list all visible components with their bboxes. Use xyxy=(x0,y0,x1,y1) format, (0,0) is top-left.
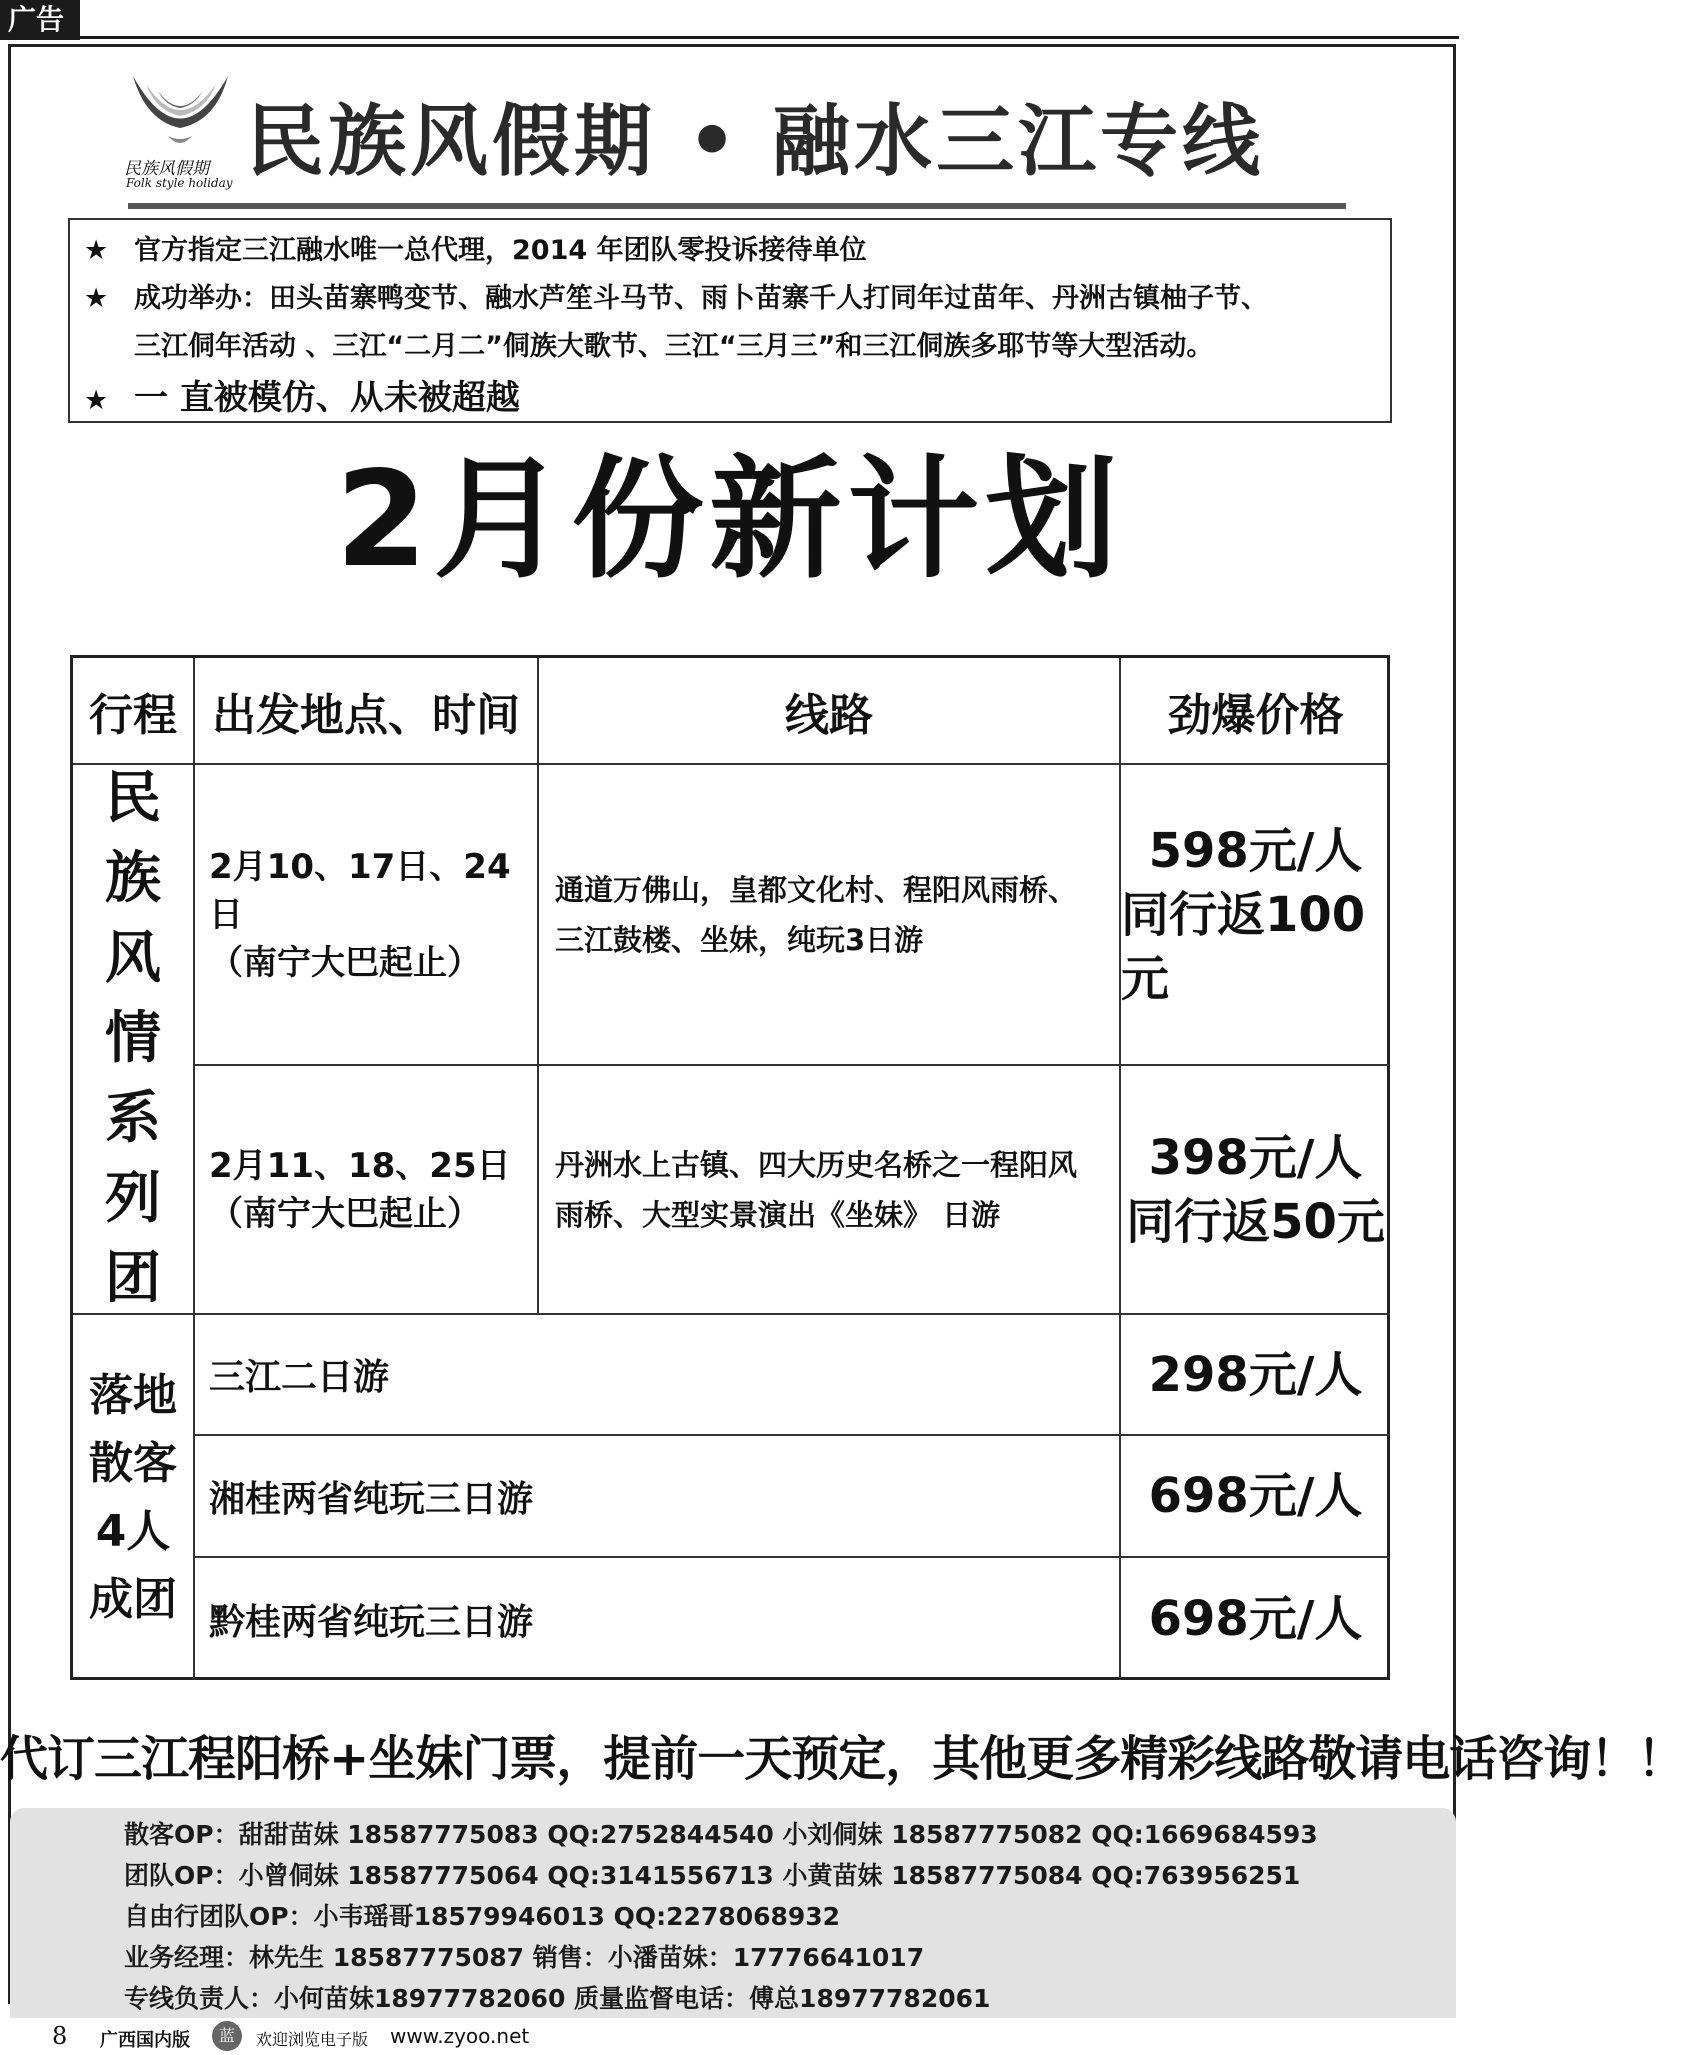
table-row-route xyxy=(195,1558,1121,1680)
feature-item xyxy=(84,228,867,267)
label-char: 系 xyxy=(105,1086,161,1151)
footer-text: 欢迎浏览电子版 xyxy=(256,2030,369,2049)
table-row-price xyxy=(1121,765,1390,1066)
table-row-route xyxy=(539,1066,1121,1315)
feature-text: 成功举办：田头苗寨鸭变节、融水芦笙斗马节、雨卜苗寨千人打同年过苗年、丹洲古镇柚子节、 xyxy=(134,283,1268,314)
route-line: 三江鼓楼、坐妹，纯玩3日游 xyxy=(555,922,924,957)
star-icon: ★ xyxy=(84,235,109,266)
horn-headdress-icon xyxy=(128,66,233,151)
table-row-price xyxy=(1121,1558,1390,1680)
table-row-price xyxy=(1121,1066,1390,1315)
table-row-route xyxy=(195,1436,1121,1558)
route-name: 黔桂两省纯玩三日游 xyxy=(209,1601,534,1643)
contact-line: 业务经理：林先生 18587775087 销售：小潘苗妹：17776641017 xyxy=(124,1943,925,1972)
label-line: 落地 xyxy=(89,1369,177,1421)
title-rule xyxy=(128,203,1346,209)
star-icon: ★ xyxy=(84,283,109,314)
price-value: 598元/人 xyxy=(1148,822,1363,879)
contact-line: 团队OP：小曾侗妹 18587775064 QQ:3141556713 小黄苗妹 18587775084 QQ:763956251 xyxy=(124,1861,1301,1890)
table-row-route xyxy=(539,765,1121,1066)
footer-url-link[interactable]: www.zyoo.net xyxy=(390,2024,530,2048)
departure-dates: 2月10、17日、24日 xyxy=(209,846,511,935)
feature-item xyxy=(84,276,1268,315)
price-value: 398元/人 xyxy=(1148,1129,1363,1186)
label-char: 族 xyxy=(105,846,161,911)
feature-item xyxy=(84,370,520,419)
table-row-price xyxy=(1121,1436,1390,1558)
label-char: 民 xyxy=(105,766,161,831)
features-box xyxy=(68,218,1392,423)
table-row-route xyxy=(195,1315,1121,1436)
header-itinerary: 行程 xyxy=(73,658,195,765)
price-value: 698元/人 xyxy=(1148,1591,1363,1647)
header-departure: 出发地点、时间 xyxy=(195,658,539,765)
price-value: 698元/人 xyxy=(1148,1468,1363,1524)
page-footer xyxy=(0,2018,1459,2055)
contact-panel xyxy=(10,1808,1456,2018)
star-icon: ★ xyxy=(84,385,109,416)
contact-line: 散客OP：甜甜苗妹 18587775083 QQ:2752844540 小刘侗妹 18587775082 QQ:1669684593 xyxy=(124,1820,1318,1849)
price-value: 298元/人 xyxy=(1148,1346,1363,1403)
group-walk-in-label xyxy=(73,1315,195,1680)
brand-logo xyxy=(120,66,240,196)
top-divider xyxy=(80,36,1459,39)
main-title: 民族风假期 • 融水三江专线 xyxy=(246,97,1265,187)
booking-notice: 代订三江程阳桥+坐妹门票，提前一天预定，其他更多精彩线路敬请电话咨询！！ xyxy=(0,1731,1684,1787)
feature-text: 官方指定三江融水唯一总代理，2014 年团队零投诉接待单位 xyxy=(134,235,867,266)
contact-line: 自由行团队OP：小韦瑶哥18579946013 QQ:2278068932 xyxy=(124,1902,841,1931)
agent-rebate: 同行返100元 xyxy=(1121,886,1366,1007)
itinerary-table xyxy=(70,655,1390,1680)
badge-icon: 蓝 xyxy=(212,2021,242,2051)
departure-place: （南宁大巴起止） xyxy=(209,942,481,983)
section-name: 广西国内版 xyxy=(100,2030,190,2051)
feature-item xyxy=(84,324,1213,363)
plan-headline: 2月份新计划 xyxy=(335,443,1124,597)
feature-text: 一 直被模仿、从未被超越 xyxy=(134,378,520,418)
departure-place: （南宁大巴起止） xyxy=(209,1193,481,1234)
feature-text: 三江侗年活动 、三江“二月二”侗族大歌节、三江“三月三”和三江侗族多耶节等大型活动。 xyxy=(134,331,1214,362)
label-char: 列 xyxy=(105,1166,161,1231)
label-line: 成团 xyxy=(89,1573,177,1625)
route-name: 湘桂两省纯玩三日游 xyxy=(209,1478,534,1520)
table-row-departure xyxy=(195,1066,539,1315)
route-line: 通道万佛山，皇都文化村、程阳风雨桥、 xyxy=(555,872,1078,907)
label-char: 情 xyxy=(105,1006,161,1071)
table-row-departure xyxy=(195,765,539,1066)
label-line: 散客 xyxy=(89,1437,177,1489)
route-name: 三江二日游 xyxy=(209,1357,390,1398)
label-line: 4人 xyxy=(95,1505,171,1557)
logo-en-text: Folk style holiday xyxy=(126,176,233,190)
contact-line: 专线负责人：小何苗妹18977782060 质量监督电话：傅总18977782061 xyxy=(124,1984,991,2013)
table-row-price xyxy=(1121,1315,1390,1436)
header-route: 线路 xyxy=(539,658,1121,765)
page-number: 8 xyxy=(52,2022,68,2050)
logo-cn-text: 民族风假期 xyxy=(124,159,209,179)
group-folk-style-label xyxy=(73,765,195,1315)
route-line: 雨桥、大型实景演出《坐妹》 日游 xyxy=(555,1197,1001,1232)
departure-dates: 2月11、18、25日 xyxy=(209,1145,511,1186)
header-price: 劲爆价格 xyxy=(1121,658,1390,765)
ad-tag: 广告 xyxy=(0,0,80,40)
agent-rebate: 同行返50元 xyxy=(1126,1193,1385,1250)
label-char: 风 xyxy=(105,926,161,991)
route-line: 丹洲水上古镇、四大历史名桥之一程阳风 xyxy=(555,1147,1078,1182)
label-char: 团 xyxy=(105,1246,161,1311)
